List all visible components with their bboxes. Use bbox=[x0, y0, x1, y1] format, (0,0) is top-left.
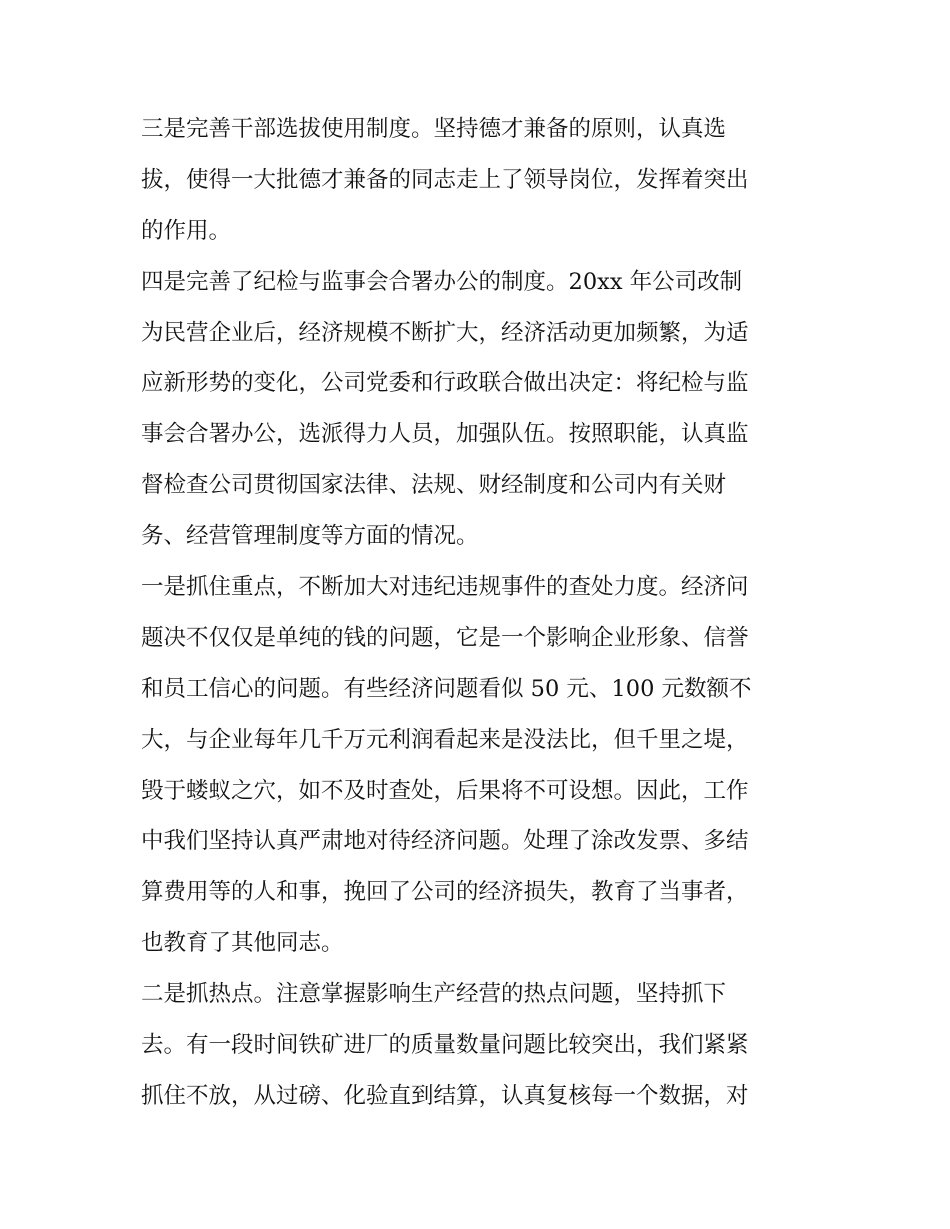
text-line: 毁于蝼蚁之穴，如不及时查处，后果将不可设想。因此，工作 bbox=[141, 777, 749, 804]
text-line: 去。有一段时间铁矿进厂的质量数量问题比较突出，我们紧紧 bbox=[141, 1032, 749, 1059]
text-line: 抓住不放，从过磅、化验直到结算，认真复核每一个数据，对 bbox=[141, 1082, 749, 1109]
text-line: 中我们坚持认真严肃地对待经济问题。处理了涂改发票、多结 bbox=[141, 828, 749, 855]
text-line: 为民营企业后，经济规模不断扩大，经济活动更加频繁，为适 bbox=[141, 319, 749, 346]
document-body bbox=[141, 104, 811, 1122]
text-line: 算费用等的人和事，挽回了公司的经济损失，教育了当事者， bbox=[141, 879, 749, 906]
text-line: 事会合署办公，选派得力人员，加强队伍。按照职能，认真监 bbox=[141, 421, 749, 448]
text-line: 题决不仅仅是单纯的钱的问题，它是一个影响企业形象、信誉 bbox=[141, 624, 749, 651]
text-line: 三是完善干部选拔使用制度。坚持德才兼备的原则，认真选 bbox=[141, 116, 727, 142]
text-line: 一是抓住重点，不断加大对违纪违规事件的查处力度。经济问 bbox=[141, 574, 749, 601]
text-line: 四是完善了纪检与监事会合署办公的制度。20xx 年公司改制 bbox=[141, 268, 743, 295]
text-line: 也教育了其他同志。 bbox=[141, 930, 344, 957]
text-line: 务、经营管理制度等方面的情况。 bbox=[141, 523, 479, 550]
text-line: 大，与企业每年几千万元利润看起来是没法比，但千里之堤， bbox=[141, 726, 749, 753]
text-line: 拔，使得一大批德才兼备的同志走上了领导岗位，发挥着突出 bbox=[141, 166, 749, 193]
text-line: 应新形势的变化，公司党委和行政联合做出决定：将纪检与监 bbox=[141, 370, 749, 397]
text-line: 和员工信心的问题。有些经济问题看似 50 元、100 元数额不 bbox=[141, 675, 752, 702]
text-line: 二是抓热点。注意掌握影响生产经营的热点问题，坚持抓下 bbox=[141, 981, 727, 1008]
text-line: 的作用。 bbox=[141, 217, 232, 244]
text-line: 督检查公司贯彻国家法律、法规、财经制度和公司内有关财 bbox=[141, 472, 727, 499]
